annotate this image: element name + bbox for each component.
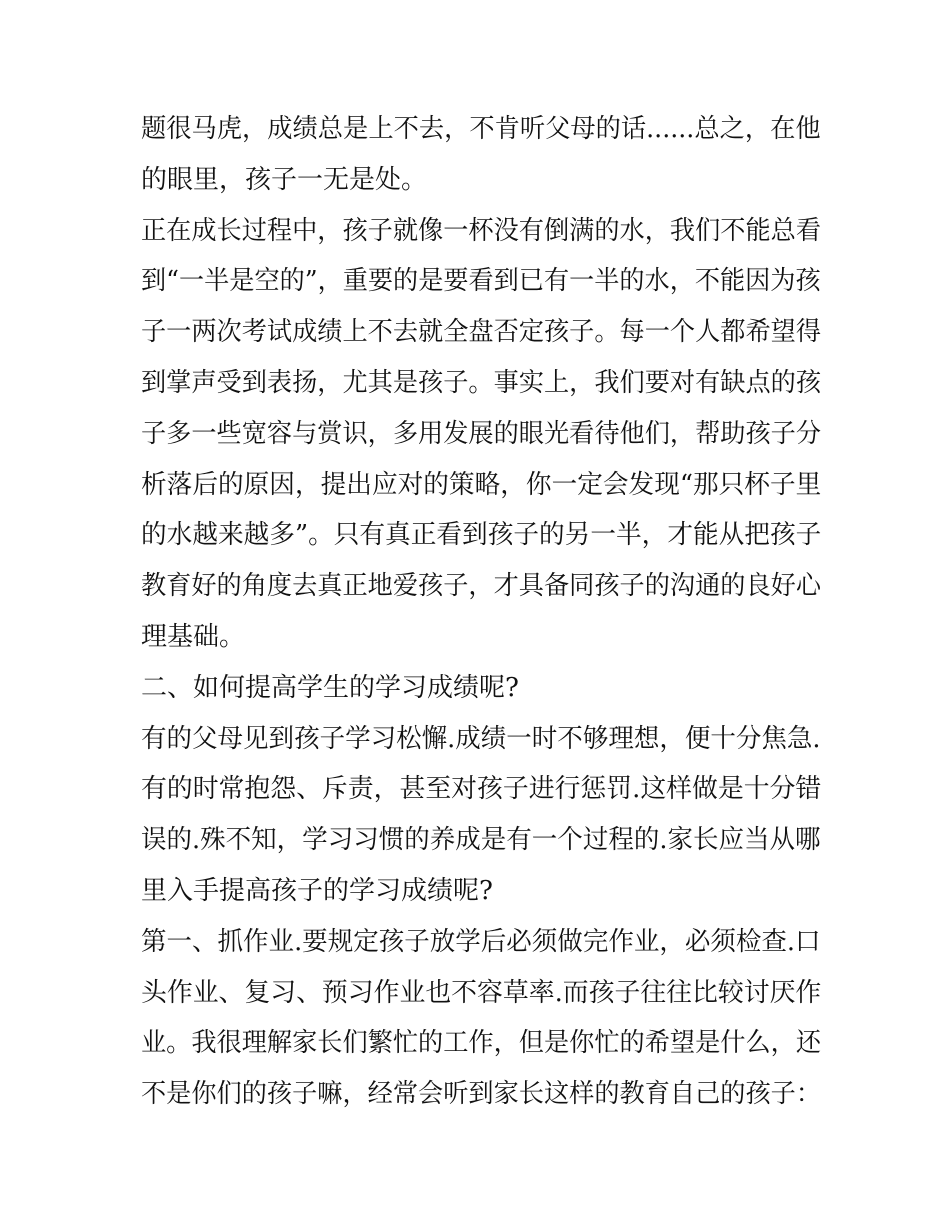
text-line: 的水越来越多”。只有真正看到孩子的另一半，才能从把孩子 — [141, 520, 822, 551]
text-line: 头作业、复习、预习作业也不容草率.而孩子往往比较讨厌作 — [141, 977, 822, 1008]
text-line: 误的.殊不知，学习习惯的养成是有一个过程的.家长应当从哪 — [141, 825, 821, 856]
section-heading: 二、如何提高学生的学习成绩呢? — [141, 672, 519, 703]
text-line: 不是你们的孩子嘛，经常会听到家长这样的教育自己的孩子： — [141, 1079, 822, 1110]
text-line: 子多一些宽容与赏识，多用发展的眼光看待他们，帮助孩子分 — [141, 418, 822, 449]
text-line: 有的时常抱怨、斥责，甚至对孩子进行惩罚.这样做是十分错 — [141, 774, 822, 805]
text-line: 题很马虎，成绩总是上不去，不肯听父母的话......总之，在他 — [141, 114, 821, 144]
text-line: 第一、抓作业.要规定孩子放学后必须做完作业，必须检查.口 — [141, 926, 821, 957]
text-line: 业。我很理解家长们繁忙的工作，但是你忙的希望是什么，还 — [141, 1028, 822, 1059]
text-line: 子一两次考试成绩上不去就全盘否定孩子。每一个人都希望得 — [141, 317, 822, 348]
text-line: 到“一半是空的”，重要的是要看到已有一半的水，不能因为孩 — [141, 266, 821, 297]
text-line: 有的父母见到孩子学习松懈.成绩一时不够理想，便十分焦急. — [141, 723, 821, 754]
text-line: 教育好的角度去真正地爱孩子，才具备同孩子的沟通的良好心 — [141, 571, 822, 602]
text-line: 正在成长过程中，孩子就像一杯没有倒满的水，我们不能总看 — [141, 215, 822, 246]
text-line: 里入手提高孩子的学习成绩呢? — [141, 875, 493, 906]
body-text — [141, 104, 821, 1120]
text-line: 理基础。 — [141, 621, 246, 652]
text-line: 到掌声受到表扬，尤其是孩子。事实上，我们要对有缺点的孩 — [141, 367, 822, 398]
text-line: 析落后的原因，提出应对的策略，你一定会发现“那只杯子里 — [141, 469, 822, 500]
text-line: 的眼里，孩子一无是处。 — [141, 164, 428, 195]
